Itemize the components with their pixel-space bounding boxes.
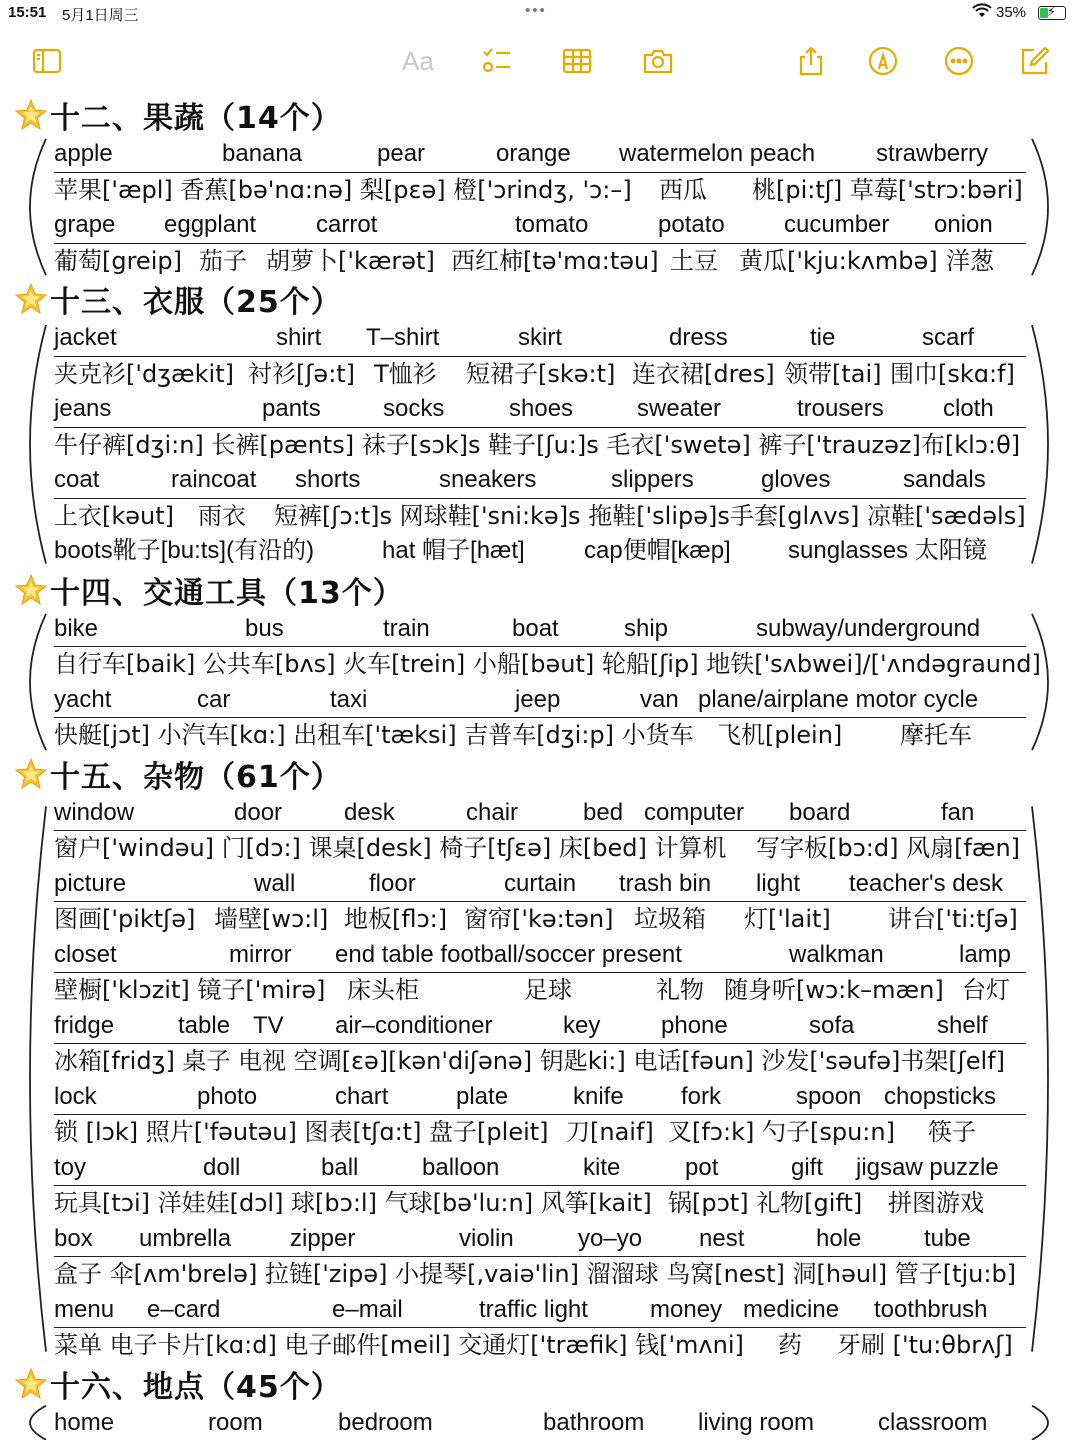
chinese-row	[54, 1256, 1026, 1292]
vocab-word: grape	[54, 211, 116, 238]
vocab-word: nest	[699, 1224, 745, 1252]
vocab-word: jeans	[54, 395, 112, 422]
vocab-word: sneakers	[439, 466, 537, 493]
vocab-word: shelf	[937, 1011, 988, 1039]
section-title: 十四、交通工具（13个）	[50, 575, 404, 611]
vocab-word: gloves	[761, 466, 831, 493]
vocab-word: trash bin	[619, 869, 712, 897]
vocab-word: spoon	[796, 1082, 862, 1110]
status-bar	[0, 0, 1080, 28]
vocab-word: zipper	[290, 1224, 356, 1252]
vocab-word: 叉[fɔ:k] 勺子[spu:n]	[668, 1118, 895, 1146]
vocab-block	[54, 611, 1041, 753]
chinese-row	[54, 427, 1026, 463]
vocab-word: chart	[335, 1082, 389, 1110]
vocab-word: van	[640, 685, 679, 713]
vocab-word: 短裙子[skə:t]	[466, 359, 616, 388]
vocab-word: shoes	[509, 395, 574, 422]
vocab-word: bike	[54, 614, 99, 642]
vocab-word: doll	[203, 1153, 241, 1181]
vocab-word: pear	[377, 140, 426, 167]
vocab-word: eggplant	[164, 211, 257, 238]
vocab-word: 足球	[524, 976, 572, 1004]
checklist-icon[interactable]	[480, 44, 514, 78]
vocab-word: 壁橱['klɔzit] 镜子['mirə]	[54, 976, 326, 1004]
section-title: 十二、果蔬（14个）	[50, 101, 342, 136]
vocab-word: jeep	[515, 685, 561, 713]
vocab-word: walkman	[789, 940, 884, 968]
english-row	[54, 320, 1026, 356]
section-heading	[0, 94, 1080, 136]
english-row	[54, 795, 1026, 831]
english-row	[54, 682, 1026, 718]
vocab-word: violin	[459, 1224, 514, 1252]
vocab-word: apple	[54, 140, 113, 167]
english-row	[54, 136, 1026, 172]
star-icon	[14, 757, 48, 791]
section-heading	[0, 1363, 1080, 1405]
vocab-word: sweater	[637, 395, 722, 422]
vocab-word: money	[650, 1295, 723, 1323]
compose-icon[interactable]	[1018, 44, 1052, 78]
vocab-word: 茄子	[199, 246, 247, 275]
vocab-word: 刀[naif]	[566, 1118, 654, 1146]
right-parenthesis	[1026, 1405, 1066, 1440]
vocab-word: computer	[644, 798, 745, 826]
vocab-word: bedroom	[338, 1408, 433, 1436]
vocab-block	[54, 136, 1026, 278]
battery-percent: 35%	[996, 4, 1027, 21]
vocab-word: jacket	[54, 324, 117, 351]
notes-toolbar	[0, 30, 1080, 94]
vocab-word: slippers	[611, 466, 694, 493]
vocab-word: 冰箱[fridʒ] 桌子 电视 空调[ɛə][kən'diʃənə] 钥匙ki:] 电话[fəun] 沙发['səufə]书架[ʃelf]	[54, 1047, 1006, 1075]
vocab-word: fork	[681, 1082, 722, 1110]
vocab-word: 礼物	[656, 976, 704, 1004]
english-row	[54, 611, 1026, 647]
vocab-word: 桃[pi:tʃ] 草莓['strɔ:bəri]	[752, 175, 1023, 204]
vocab-word: hat 帽子[hæt]	[382, 537, 525, 564]
vocab-word: 床头柜	[347, 976, 419, 1004]
vocab-word: 锅[pɔt] 礼物[gift]	[668, 1189, 863, 1217]
section-heading	[0, 278, 1080, 320]
section	[0, 753, 1080, 1363]
vocab-word: 盒子 伞[ʌm'brelə] 拉链['zipə] 小提琴[,vaiə'lin] 溜溜球 鸟窝[nest] 洞[həul] 管子[tju:b]	[54, 1260, 1017, 1288]
vocab-word: chair	[466, 798, 519, 826]
vocab-word: mirror	[229, 940, 292, 968]
vocab-word: room	[208, 1408, 263, 1436]
english-row	[54, 462, 1026, 498]
vocab-word: window	[54, 798, 135, 826]
chinese-row	[54, 901, 1026, 937]
chinese-row	[54, 1327, 1026, 1363]
vocab-word: sofa	[809, 1011, 855, 1039]
vocab-word: 台灯	[962, 976, 1010, 1004]
status-date: 5月1日周三	[62, 7, 139, 24]
section	[0, 1363, 1080, 1440]
right-parenthesis	[1026, 611, 1066, 753]
vocab-word: fridge	[54, 1011, 115, 1039]
right-parenthesis	[1026, 795, 1066, 1363]
chinese-row	[54, 1185, 1026, 1221]
vocab-word: wall	[254, 869, 296, 897]
section-title: 十五、杂物（61个）	[50, 759, 342, 795]
vocab-word: 洋葱	[946, 246, 994, 275]
vocab-word: 苹果['æpl] 香蕉[bə'nɑ:nə] 梨[pɛə] 橙['ɔrindʒ, 'ɔ:–]	[54, 175, 632, 204]
vocab-word: tomato	[515, 211, 589, 238]
vocab-word: 土豆	[670, 246, 718, 275]
vocab-word: plate	[456, 1082, 509, 1110]
left-parenthesis	[12, 320, 52, 569]
chinese-row	[54, 717, 1026, 753]
left-parenthesis	[12, 1405, 52, 1440]
vocab-word: jigsaw puzzle	[856, 1153, 999, 1181]
vocab-word: toy	[54, 1153, 87, 1181]
vocab-word: orange	[496, 140, 571, 167]
vocab-word: living room	[698, 1408, 815, 1436]
chinese-row	[54, 243, 1026, 279]
vocab-word: yo–yo	[578, 1224, 643, 1252]
left-parenthesis	[12, 795, 52, 1363]
vocab-word: 牛仔裤[dʒi:n] 长裤[pænts] 袜子[sɔk]s 鞋子[ʃu:]s 毛衣['swetə] 裤子['trauzəz]布[klɔ:θ]	[54, 430, 1021, 459]
vocab-word: yacht	[54, 685, 112, 713]
vocab-word: coat	[54, 466, 100, 493]
vocab-word: tube	[924, 1224, 971, 1252]
vocab-word: 窗帘['kə:tən]	[464, 905, 614, 933]
chinese-row	[54, 1043, 1026, 1079]
vocab-word: 玩具[tɔi] 洋娃娃[dɔl] 球[bɔ:l] 气球[bə'lu:n] 风筝[kait]	[54, 1189, 652, 1217]
vocab-word: T恤衫	[374, 359, 437, 388]
vocab-word: pot	[685, 1153, 719, 1181]
vocab-word: traffic light	[479, 1295, 588, 1323]
vocab-word: taxi	[330, 685, 368, 713]
vocab-word: ship	[624, 614, 669, 642]
vocab-word: picture	[54, 869, 127, 897]
english-row	[54, 1008, 1026, 1044]
star-icon	[14, 573, 48, 607]
vocab-word: 图画['piktʃə]	[54, 905, 196, 933]
vocab-word: cucumber	[784, 211, 890, 238]
vocab-word: cloth	[943, 395, 994, 422]
vocab-word: 西瓜	[659, 175, 707, 204]
vocab-word: knife	[573, 1082, 624, 1110]
english-row	[54, 1079, 1026, 1115]
vocab-word: banana	[222, 140, 303, 167]
vocab-word: medicine	[743, 1295, 840, 1323]
vocab-word: 菜单 电子卡片[kɑ:d] 电子邮件[meil] 交通灯['træfik] 钱['mʌni]	[54, 1331, 744, 1359]
vocab-word: box	[54, 1224, 93, 1252]
vocab-word: hole	[816, 1224, 862, 1252]
chinese-row	[54, 830, 1026, 866]
vocab-word: T–shirt	[366, 324, 440, 351]
vocab-word: 胡萝卜['kærət]	[266, 246, 435, 275]
vocab-word: 药	[778, 1331, 802, 1359]
vocab-word: umbrella	[139, 1224, 232, 1252]
vocab-word: shirt	[276, 324, 322, 351]
vocab-word: fan	[941, 798, 975, 826]
vocab-block	[54, 795, 1026, 1363]
vocab-word: watermelon peach	[619, 140, 816, 167]
right-parenthesis	[1026, 136, 1066, 278]
vocab-word: strawberry	[876, 140, 989, 167]
vocab-word: shorts	[295, 466, 361, 493]
vocab-word: 连衣裙[dres]	[632, 359, 775, 388]
multitasking-dots-icon[interactable]: •••	[525, 2, 547, 19]
vocab-word: trousers	[797, 395, 884, 422]
vocab-word: key	[563, 1011, 601, 1039]
vocab-word: socks	[383, 395, 445, 422]
vocab-word: 夹克衫['dʒækit]	[54, 359, 234, 388]
vocab-word: dress	[669, 324, 728, 351]
vocab-word: 窗户['windəu] 门[dɔ:] 课桌[desk] 椅子[tʃɛə] 床[bed] 计算机	[54, 834, 727, 862]
vocab-block	[54, 1405, 1026, 1440]
share-icon[interactable]	[794, 44, 828, 78]
vocab-word: 垃圾箱	[634, 905, 706, 933]
vocab-word: kite	[583, 1153, 621, 1181]
vocab-word: lock	[54, 1082, 97, 1110]
vocab-word: curtain	[504, 869, 577, 897]
vocab-word: 快艇[jɔt] 小汽车[kɑ:] 出租车['tæksi] 吉普车[dʒi:p] 小货车	[54, 721, 694, 749]
vocab-word: chopsticks	[884, 1082, 997, 1110]
vocab-word: 自行车[baik] 公共车[bʌs] 火车[trein] 小船[bəut] 轮船[ʃip] 地铁['sʌbwei]/['ʌndəgraund]	[54, 650, 1041, 678]
vocab-word: 牙刷 ['tu:θbrʌʃ]	[837, 1331, 1013, 1359]
markup-icon[interactable]	[866, 44, 900, 78]
chinese-row	[54, 646, 1041, 682]
vocab-word: home	[54, 1408, 115, 1436]
chinese-row	[54, 972, 1026, 1008]
vocab-word: teacher's desk	[849, 869, 1003, 897]
vocab-word: end table football/soccer present	[335, 940, 682, 968]
vocab-word: 筷子	[928, 1118, 976, 1146]
vocab-word: 拼图游戏	[888, 1189, 984, 1217]
vocab-word: tie	[810, 324, 836, 351]
vocab-word: bathroom	[543, 1408, 645, 1436]
english-row	[54, 1405, 1026, 1440]
vocab-word: door	[234, 798, 283, 826]
vocab-word: gift	[791, 1153, 824, 1181]
vocab-word: air–conditioner	[335, 1011, 493, 1039]
vocab-word: subway/underground	[756, 614, 981, 642]
table-icon[interactable]	[560, 44, 594, 78]
sidebar-icon[interactable]	[30, 44, 64, 78]
english-row	[54, 937, 1026, 973]
chinese-row	[54, 498, 1026, 534]
vocab-word: 地板[flɔ:]	[344, 905, 448, 933]
vocab-word: light	[756, 869, 801, 897]
vocab-word: 锁 [lɔk] 照片['fəutəu] 图表[tʃɑ:t] 盘子[pleit]	[54, 1118, 549, 1146]
section-heading	[0, 753, 1080, 795]
vocab-word: 黄瓜['kju:kʌmbə]	[739, 246, 938, 275]
vocab-word: sunglasses 太阳镜	[788, 537, 987, 564]
vocab-word: pants	[262, 395, 321, 422]
right-parenthesis	[1026, 320, 1066, 569]
vocab-word: closet	[54, 940, 117, 968]
vocab-word: board	[789, 798, 851, 826]
vocab-word: bus	[245, 614, 284, 642]
vocab-word: e–card	[147, 1295, 221, 1323]
vocab-word: 短裤[ʃɔ:t]s 网球鞋['sni:kə]s 拖鞋['slipə]s手套[glʌvs] 凉鞋['sædəls]	[274, 501, 1026, 530]
vocab-word: 衬衫[ʃə:t]	[248, 359, 356, 388]
vocab-word: balloon	[422, 1153, 500, 1181]
english-row	[54, 1292, 1026, 1328]
star-icon	[14, 1367, 48, 1401]
star-icon	[14, 98, 48, 132]
vocab-word: bed	[583, 798, 624, 826]
vocab-word: 写字板[bɔ:d] 风扇[fæn]	[756, 834, 1021, 862]
english-row	[54, 391, 1026, 427]
vocab-word: 西红柿[tə'mɑ:təu]	[451, 246, 659, 275]
vocab-word: 摩托车	[900, 721, 972, 749]
vocab-word: scarf	[922, 324, 975, 351]
vocab-word: plane/airplane motor cycle	[698, 685, 979, 713]
battery-icon: ⚡	[1038, 6, 1066, 20]
vocab-word: 上衣[kəut]	[54, 501, 175, 530]
vocab-word: TV	[253, 1011, 284, 1039]
vocab-word: floor	[369, 869, 416, 897]
vocab-word: sandals	[903, 466, 986, 493]
section	[0, 569, 1080, 753]
vocab-word: car	[197, 685, 231, 713]
vocab-word: train	[383, 614, 430, 642]
vocab-word: 雨衣	[198, 501, 246, 530]
vocab-word: ball	[321, 1153, 359, 1181]
vocab-word: menu	[54, 1295, 115, 1323]
chinese-row	[54, 356, 1026, 392]
star-icon	[14, 282, 48, 316]
english-row	[54, 207, 1026, 243]
vocab-word: cap便帽[kæp]	[584, 537, 731, 564]
vocab-word: potato	[658, 211, 725, 238]
vocab-word: photo	[197, 1082, 258, 1110]
vocab-word: table	[178, 1011, 231, 1039]
english-row	[54, 533, 1026, 569]
section-heading	[0, 569, 1080, 611]
chinese-row	[54, 172, 1026, 208]
vocab-word: lamp	[959, 940, 1012, 968]
vocab-word: raincoat	[171, 466, 257, 493]
vocab-word: 随身听[wɔ:k–mæn]	[724, 976, 944, 1004]
vocab-block	[54, 320, 1026, 569]
vocab-word: e–mail	[332, 1295, 403, 1323]
vocab-word: phone	[661, 1011, 728, 1039]
vocab-word: 领带[tai]	[784, 359, 882, 388]
section-title: 十三、衣服（25个）	[50, 285, 342, 320]
vocab-word: boots靴子[bu:ts](有沿的)	[54, 537, 315, 564]
vocab-word: skirt	[518, 324, 562, 351]
section-title: 十六、地点（45个）	[50, 1369, 342, 1405]
vocab-word: boat	[512, 614, 559, 642]
left-parenthesis	[12, 611, 52, 753]
left-parenthesis	[12, 136, 52, 278]
vocab-word: 葡萄[greip]	[54, 246, 182, 275]
vocab-word: 围巾[skɑ:f]	[890, 359, 1015, 388]
status-time: 15:51	[8, 4, 47, 21]
wifi-icon	[972, 3, 992, 23]
more-icon[interactable]	[942, 44, 976, 78]
note-body[interactable]	[0, 94, 1080, 1440]
english-row	[54, 1150, 1026, 1186]
vocab-word: onion	[934, 211, 993, 238]
camera-icon[interactable]	[641, 44, 675, 78]
vocab-word: 墙壁[wɔ:l]	[214, 905, 329, 933]
vocab-word: 讲台['ti:tʃə]	[888, 905, 1018, 933]
english-row	[54, 866, 1026, 902]
format-text-button[interactable]: Aa	[402, 46, 434, 76]
vocab-word: toothbrush	[874, 1295, 988, 1323]
section	[0, 94, 1080, 278]
section	[0, 278, 1080, 569]
vocab-word: 灯['lait]	[744, 905, 831, 933]
chinese-row	[54, 1114, 1026, 1150]
vocab-word: desk	[344, 798, 395, 826]
vocab-word: classroom	[878, 1408, 988, 1436]
vocab-word: carrot	[316, 211, 378, 238]
english-row	[54, 1221, 1026, 1257]
vocab-word: 飞机[plein]	[717, 721, 843, 749]
